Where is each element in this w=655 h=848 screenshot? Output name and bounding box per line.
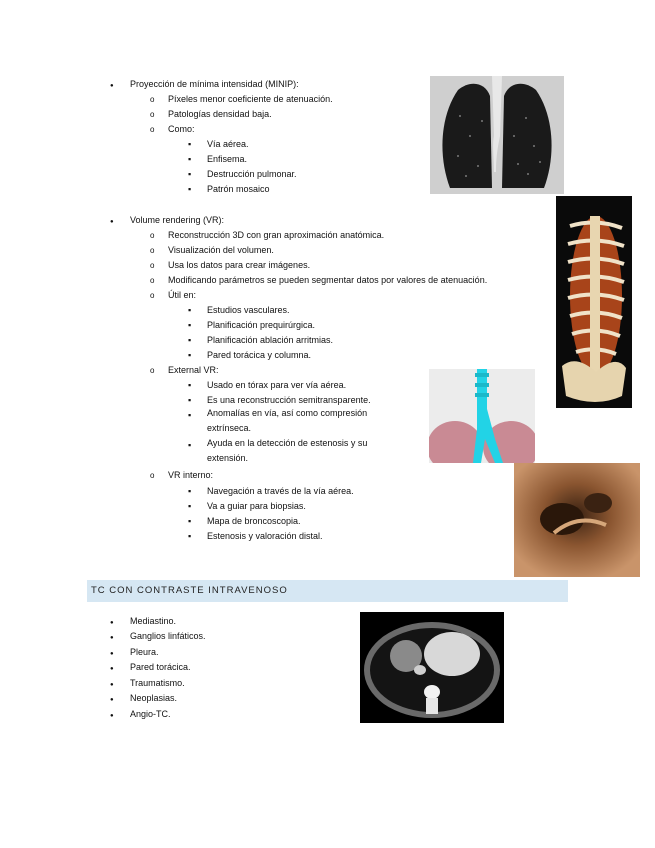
bullet-icon — [110, 692, 114, 706]
list-item: Pared torácica y columna. — [207, 350, 312, 360]
section-title: TC CON CONTRASTE INTRAVENOSO — [91, 585, 288, 596]
bullet-icon — [188, 379, 191, 391]
list-item: Usa los datos para crear imágenes. — [168, 260, 311, 270]
bullet-icon — [188, 319, 191, 331]
list-item: Angio-TC. — [130, 709, 171, 719]
vr-heading: Volume rendering (VR): — [130, 215, 225, 225]
section-header — [87, 580, 568, 602]
bullet-icon — [188, 394, 191, 406]
list-item: Enfisema. — [207, 154, 248, 164]
list-item: Estenosis y valoración distal. — [207, 531, 323, 541]
bullet-icon — [150, 123, 154, 136]
bullet-icon — [188, 439, 191, 451]
list-item: Anomalías en vía, así como compresión extrínseca. — [207, 408, 368, 433]
bullet-icon — [188, 183, 191, 195]
vr-thorax-image — [556, 196, 632, 408]
list-item: Usado en tórax para ver vía aérea. — [207, 380, 347, 390]
bullet-icon — [188, 485, 191, 497]
list-item: Destrucción pulmonar. — [207, 169, 297, 179]
list-item: Patologías densidad baja. — [168, 109, 272, 119]
bullet-icon — [150, 274, 154, 287]
list-item: Útil en: — [168, 290, 197, 300]
contrast-ct-image — [360, 612, 504, 723]
bullet-icon — [188, 138, 191, 150]
list-item: Pleura. — [130, 647, 159, 657]
bullet-icon — [150, 108, 154, 121]
bullet-icon — [110, 661, 114, 675]
list-item: Mapa de broncoscopia. — [207, 516, 301, 526]
bullet-icon — [110, 646, 114, 660]
bullet-icon — [188, 153, 191, 165]
bullet-icon — [188, 349, 191, 361]
external-vr-label: External VR: — [168, 365, 219, 375]
bullet-icon — [110, 677, 114, 691]
list-item: Patrón mosaico — [207, 184, 270, 194]
external-vr-airway-image — [429, 369, 535, 463]
bullet-icon — [110, 214, 114, 228]
list-item: Neoplasias. — [130, 693, 178, 703]
list-item: Como: — [168, 124, 195, 134]
bullet-icon — [188, 409, 191, 421]
bullet-icon — [188, 304, 191, 316]
list-item: Ayuda en la detección de estenosis y su extensión. — [207, 438, 368, 463]
list-item: Ganglios linfáticos. — [130, 631, 206, 641]
bullet-icon — [188, 168, 191, 180]
list-item: Visualización del volumen. — [168, 245, 274, 255]
bullet-icon — [188, 530, 191, 542]
list-item: Es una reconstrucción semitransparente. — [207, 395, 371, 405]
bullet-icon — [188, 500, 191, 512]
internal-vr-image — [514, 463, 640, 577]
list-item: Navegación a través de la vía aérea. — [207, 486, 354, 496]
bullet-icon — [150, 364, 154, 377]
bullet-icon — [150, 469, 154, 482]
bullet-icon — [110, 615, 114, 629]
list-item: Va a guiar para biopsias. — [207, 501, 306, 511]
list-item: Planificación ablación arritmias. — [207, 335, 334, 345]
bullet-icon — [188, 515, 191, 527]
bullet-icon — [188, 334, 191, 346]
vr-interno-label: VR interno: — [168, 470, 214, 480]
list-item: Modificando parámetros se pueden segmentar datos por valores de atenuación. — [168, 275, 488, 285]
bullet-icon — [150, 93, 154, 106]
list-item: Estudios vasculares. — [207, 305, 290, 315]
list-item: Mediastino. — [130, 616, 177, 626]
list-item: Traumatismo. — [130, 678, 185, 688]
bullet-icon — [150, 244, 154, 257]
bullet-icon — [150, 259, 154, 272]
bullet-icon — [110, 78, 114, 92]
list-item: Píxeles menor coeficiente de atenuación. — [168, 94, 333, 104]
bullet-icon — [150, 229, 154, 242]
minip-lung-image — [430, 76, 564, 194]
bullet-icon — [110, 630, 114, 644]
bullet-icon — [110, 708, 114, 722]
list-item: Vía aérea. — [207, 139, 249, 149]
list-item: Planificación prequirúrgica. — [207, 320, 316, 330]
minip-heading: Proyección de mínima intensidad (MINIP): — [130, 79, 299, 89]
list-item: Reconstrucción 3D con gran aproximación anatómica. — [168, 230, 385, 240]
list-item: Pared torácica. — [130, 662, 191, 672]
bullet-icon — [150, 289, 154, 302]
